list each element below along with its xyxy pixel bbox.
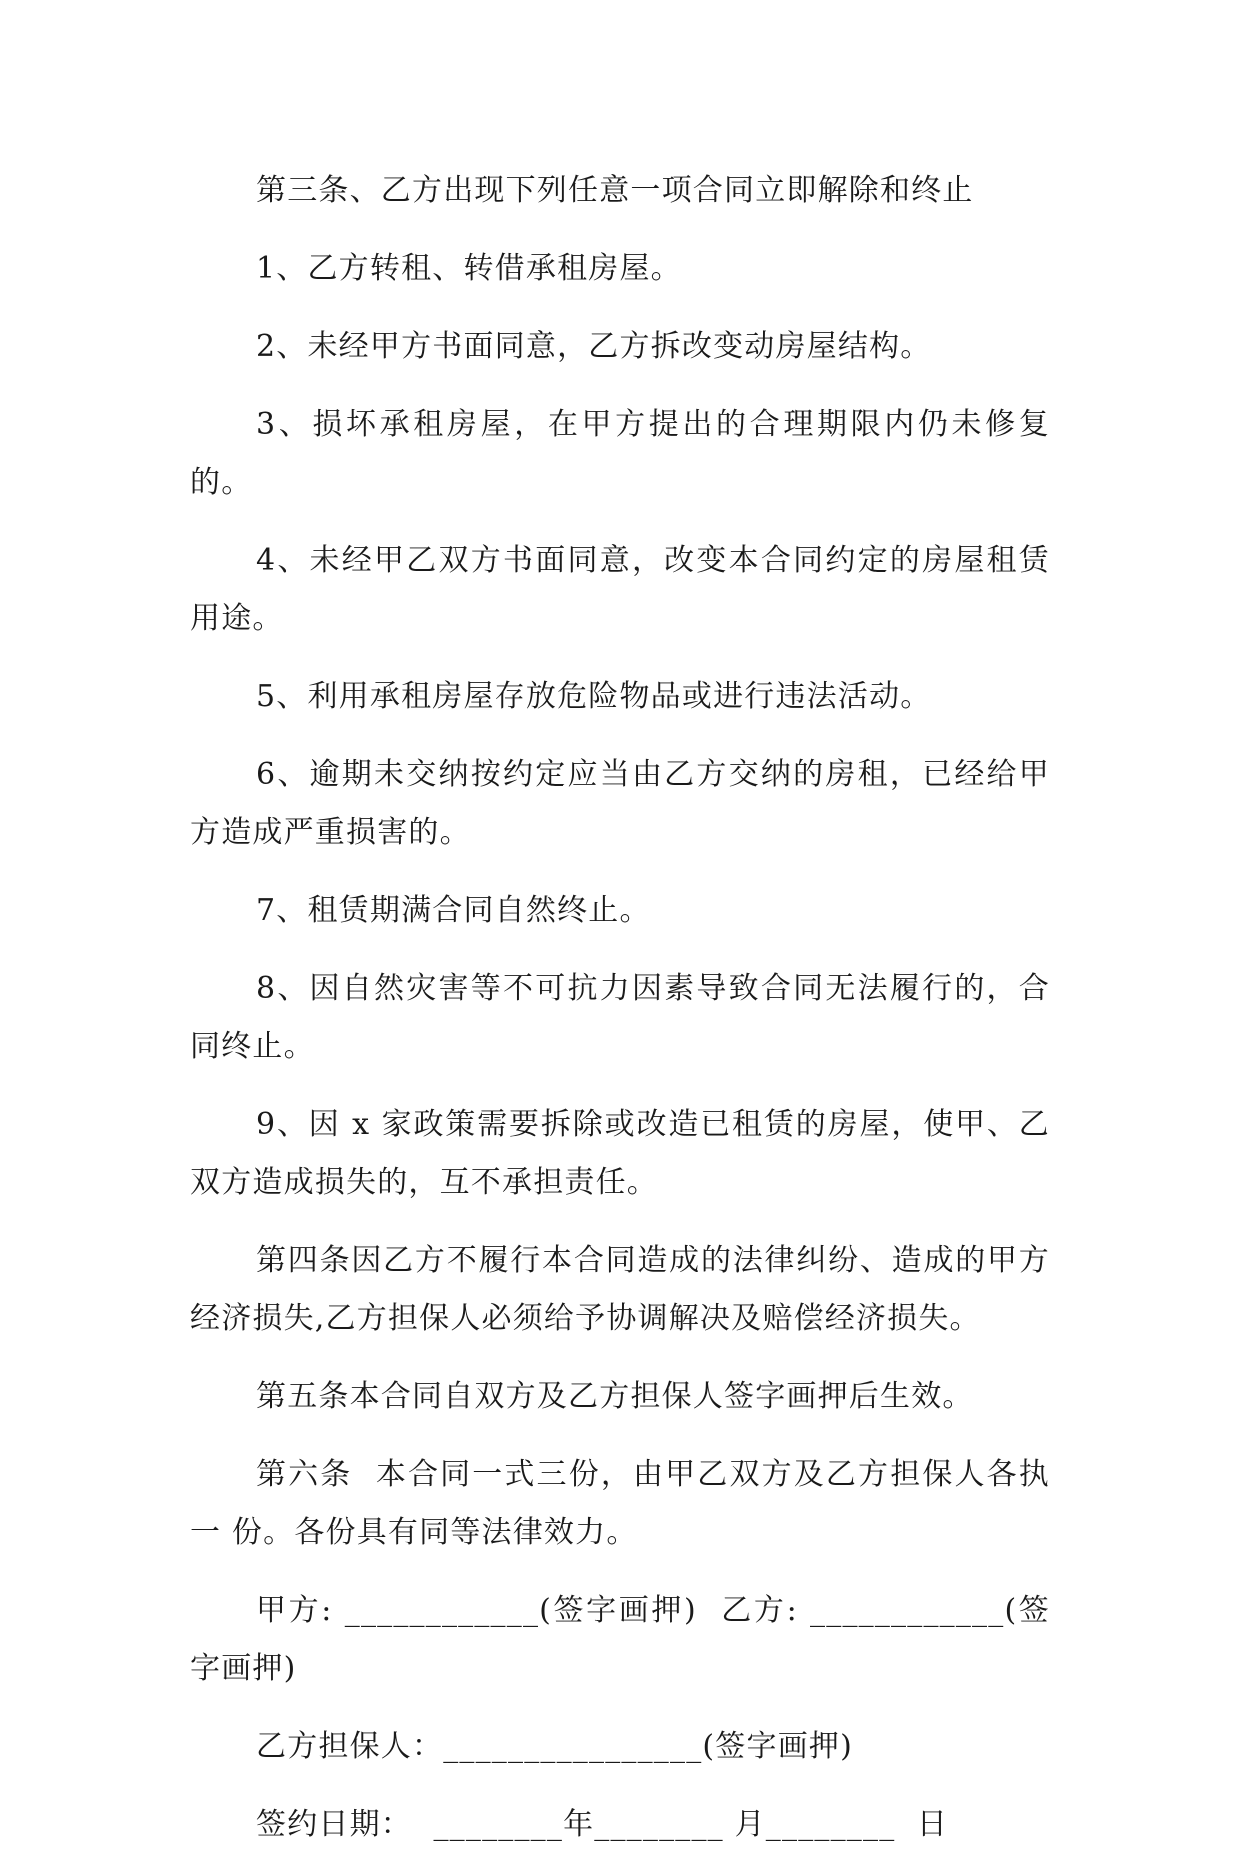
party-signature-line: 甲方: ____________(签字画押) 乙方: ____________(签字画押): [190, 1593, 1050, 1686]
clause-1: 1、乙方转租、转借承租房屋。: [256, 251, 682, 286]
clause-5: 5、利用承租房屋存放危险物品或进行违法活动。: [256, 679, 932, 714]
signing-date-line: 签约日期： ________年________ 月________ 日: [256, 1807, 949, 1842]
contract-body: [190, 162, 1061, 1854]
clause-3: 3、损坏承租房屋，在甲方提出的合理期限内仍未修复的。: [190, 407, 1050, 500]
clause-9: 9、因 x 家政策需要拆除或改造已租赁的房屋，使甲、乙双方造成损失的，互不承担责任。: [190, 1107, 1050, 1200]
clause-7: 7、租赁期满合同自然终止。: [256, 893, 651, 928]
clause-2: 2、未经甲方书面同意，乙方拆改变动房屋结构。: [256, 329, 932, 364]
clause-8: 8、因自然灾害等不可抗力因素导致合同无法履行的，合同终止。: [190, 971, 1050, 1064]
article-6: 第六条 本合同一式三份，由甲乙双方及乙方担保人各执 一 份。各份具有同等法律效力。: [190, 1457, 1061, 1550]
clause-4: 4、未经甲乙双方书面同意，改变本合同约定的房屋租赁用途。: [190, 543, 1050, 636]
article-3-heading: 第三条、乙方出现下列任意一项合同立即解除和终止: [256, 173, 974, 208]
clause-6: 6、逾期未交纳按约定应当由乙方交纳的房租，已经给甲方造成严重损害的。: [190, 757, 1050, 850]
article-5: 第五条本合同自双方及乙方担保人签字画押后生效。: [256, 1379, 974, 1414]
guarantor-signature-line: 乙方担保人：________________(签字画押): [256, 1729, 854, 1764]
article-4: 第四条因乙方不履行本合同造成的法律纠纷、造成的甲方经济损失,乙方担保人必须给予协调解决及赔偿经济损失。: [190, 1243, 1050, 1336]
